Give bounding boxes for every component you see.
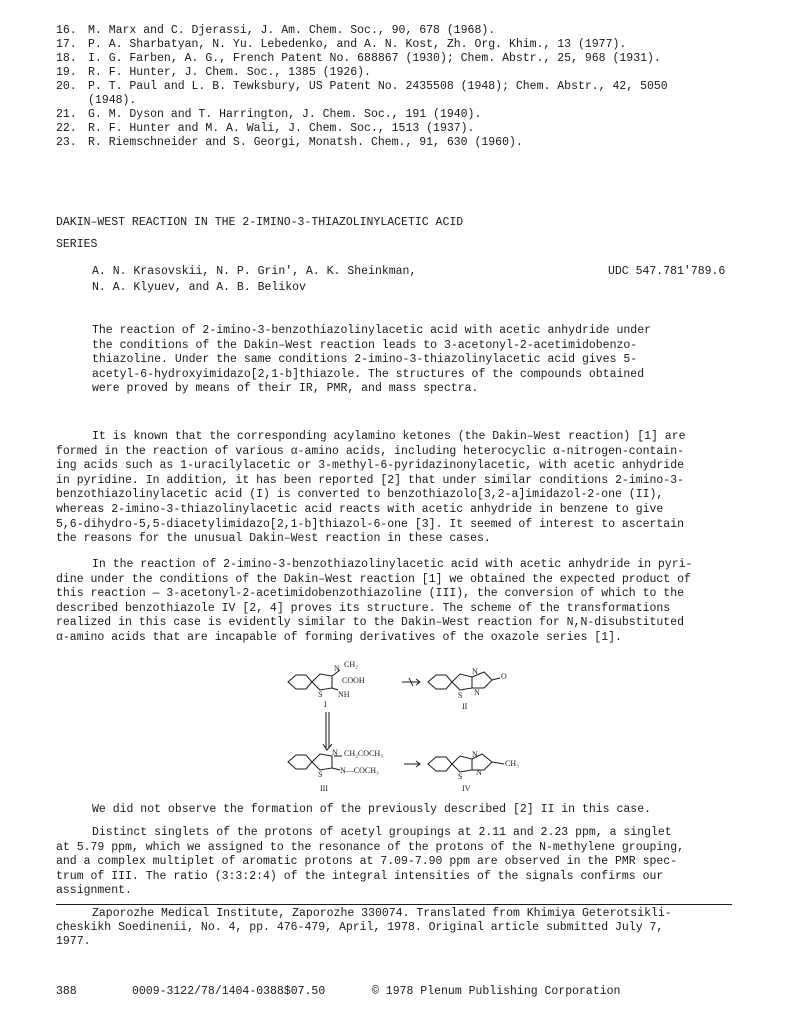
- atom-label: CH₂COCH₃: [344, 749, 383, 758]
- compound-label-i: I: [324, 700, 327, 709]
- body-paragraph-4: [56, 826, 736, 899]
- reference-item: 20. P. T. Paul and L. B. Tewksbury, US Patent No. 2435508 (1948); Chem. Abstr., 42, 5050 (1948).: [56, 80, 756, 108]
- reference-item: 16. M. Marx and C. Djerassi, J. Am. Chem. Soc., 90, 678 (1968).: [56, 24, 496, 37]
- compound-label-iv: IV: [462, 784, 471, 793]
- paragraph-line: the reasons for the unusual Dakin–West reaction in these cases.: [56, 532, 491, 546]
- author-list: [92, 264, 416, 296]
- reference-item: 18. I. G. Farben, A. G., French Patent No. 688867 (1930); Chem. Abstr., 25, 968 (1931).: [56, 52, 661, 65]
- paragraph-line: 5,6-dihydro-5,5-diacetylimidazo[2,1-b]thiazol-6-one [3]. It seemed of interest to ascertain: [56, 517, 685, 531]
- udc-code: UDC 547.781'789.6: [608, 265, 726, 278]
- abstract-line: acetyl-6-hydroxyimidazo[2,1-b]thiazole. The structures of the compounds obtained: [92, 367, 645, 381]
- benzene-ring-ii: [428, 675, 452, 689]
- author-line: N. A. Klyuev, and A. B. Belikov: [92, 281, 306, 294]
- atom-label: S: [318, 690, 323, 699]
- paragraph-line: this reaction — 3-acetonyl-2-acetimidobenzothiazoline (III), the conversion of which to the: [56, 587, 685, 601]
- reaction-scheme: [282, 660, 532, 800]
- atom-label: S: [458, 772, 463, 781]
- reference-item: 23. R. Riemschneider and S. Georgi, Monatsh. Chem., 91, 630 (1960).: [56, 136, 523, 149]
- author-line: A. N. Krasovskii, N. P. Grin', A. K. Sheinkman,: [92, 265, 417, 278]
- body-paragraph-1: [56, 430, 736, 547]
- atom-label: O: [501, 672, 507, 681]
- paragraph-line: described benzothiazole IV [2, 4] proves its structure. The scheme of the transformations: [56, 601, 671, 615]
- title-line: SERIES: [56, 238, 98, 251]
- paragraph-line: α-amino acids that are incapable of forming derivatives of the oxazole series [1].: [56, 630, 622, 644]
- abstract-line: the conditions of the Dakin–West reaction leads to 3-acetonyl-2-acetimidobenzo-: [92, 338, 638, 352]
- footnote-divider: [56, 904, 732, 905]
- reference-item: 22. R. F. Hunter and M. A. Wali, J. Chem. Soc., 1513 (1937).: [56, 122, 475, 135]
- reference-item: 21. G. M. Dyson and T. Harrington, J. Chem. Soc., 191 (1940).: [56, 108, 482, 121]
- paragraph-line: and a complex multiplet of aromatic protons at 7.09-7.90 ppm are observed in the PMR spec-: [56, 855, 678, 869]
- copyright-notice: © 1978 Plenum Publishing Corporation: [372, 985, 621, 998]
- paragraph-line: assignment.: [56, 884, 132, 898]
- atom-label: N: [472, 667, 478, 676]
- paragraph-line: in pyridine. In addition, it has been reported [2] that under similar conditions 2-imino-3-: [56, 473, 685, 487]
- article-code: 0009-3122/78/1404-0388$07.50: [132, 985, 326, 998]
- footnote-line: 1977.: [56, 935, 91, 949]
- footnote-line: cheskikh Soedinenii, No. 4, pp. 476-479, April, 1978. Original article submitted July 7,: [56, 921, 664, 935]
- thiazole-ring-ii: [452, 674, 472, 690]
- atom-label: CH₂: [344, 660, 358, 669]
- thiazole-ring-iv: [452, 756, 472, 772]
- paragraph-line: Distinct singlets of the protons of acetyl groupings at 2.11 and 2.23 ppm, a singlet: [92, 826, 672, 839]
- thiazole-ring-i: [312, 674, 332, 690]
- paragraph-line: In the reaction of 2-imino-3-benzothiazolinylacetic acid with acetic anhydride in pyri-: [92, 558, 693, 571]
- paragraph-line: realized in this case is evidently similar to the Dakin–West reaction for N,N-disubstituted: [56, 616, 685, 630]
- footnote-line: Zaporozhe Medical Institute, Zaporozhe 330074. Translated from Khimiya Geterotsikli-: [92, 907, 672, 920]
- atom-label: N: [476, 768, 482, 777]
- atom-label: N: [474, 688, 480, 697]
- atom-label: N: [334, 664, 340, 673]
- paragraph-line: trum of III. The ratio (3:3:2:4) of the integral intensities of the signals confirms our: [56, 869, 664, 883]
- title-line: DAKIN–WEST REACTION IN THE 2-IMINO-3-THIAZOLINYLACETIC ACID: [56, 216, 464, 229]
- atom-label: NH: [338, 690, 350, 699]
- atom-label: S: [458, 691, 463, 700]
- reference-item: 19. R. F. Hunter, J. Chem. Soc., 1385 (1926).: [56, 66, 371, 79]
- paragraph-line: dine under the conditions of the Dakin–West reaction [1] we obtained the expected product of: [56, 572, 691, 586]
- atom-label: S: [318, 770, 323, 779]
- paragraph-line: ing acids such as 1-uracilylacetic or 3-methyl-6-pyridazinonylacetic, with acetic anhydride: [56, 459, 685, 473]
- paragraph-line: We did not observe the formation of the previously described [2] II in this case.: [92, 803, 651, 816]
- article-title: [56, 212, 463, 256]
- compound-label-ii: II: [462, 702, 468, 711]
- atom-label: N: [332, 748, 338, 757]
- reference-continuation: (1948).: [88, 94, 137, 107]
- abstract-line: The reaction of 2-imino-3-benzothiazolinylacetic acid with acetic anhydride under: [92, 324, 651, 337]
- paragraph-line: It is known that the corresponding acylamino ketones (the Dakin–West reaction) [1] are: [92, 430, 686, 443]
- benzene-ring-iii: [288, 755, 312, 769]
- reaction-scheme-drawing: [282, 660, 532, 800]
- body-paragraph-2: [56, 558, 736, 646]
- atom-label: N—COCH₃: [340, 766, 379, 775]
- atom-label: CH₃: [505, 759, 519, 768]
- body-paragraph-3: [56, 803, 736, 818]
- benzene-ring-i: [288, 675, 312, 689]
- compound-label-iii: III: [320, 784, 328, 793]
- atom-label: COOH: [342, 676, 365, 685]
- abstract-line: were proved by means of their IR, PMR, and mass spectra.: [92, 382, 479, 395]
- paragraph-line: at 5.79 ppm, which we assigned to the resonance of the protons of the N-methylene grouping,: [56, 840, 685, 854]
- abstract-line: thiazoline. Under the same conditions 2-imino-3-thiazolinylacetic acid gives 5-: [92, 353, 638, 366]
- paragraph-line: formed in the reaction of various α-amino acids, including heterocyclic α-nitrogen-contain-: [56, 444, 685, 458]
- paragraph-line: whereas 2-imino-3-thiazolinylacetic acid reacts with acetic anhydride in benzene to give: [56, 502, 664, 516]
- page-number: 388: [56, 985, 77, 998]
- paragraph-line: benzothiazolinylacetic acid (I) is converted to benzothiazolo[3,2-a]imidazol-2-one (II),: [56, 488, 664, 502]
- reference-item: 17. P. A. Sharbatyan, N. Yu. Lebedenko, and A. N. Kost, Zh. Org. Khim., 13 (1977).: [56, 38, 627, 51]
- footnote: [56, 907, 672, 950]
- thiazole-ring-iii: [312, 754, 332, 770]
- benzene-ring-iv: [428, 757, 452, 771]
- reference-list: [56, 24, 756, 150]
- abstract: [92, 324, 732, 397]
- atom-label: N: [472, 750, 478, 759]
